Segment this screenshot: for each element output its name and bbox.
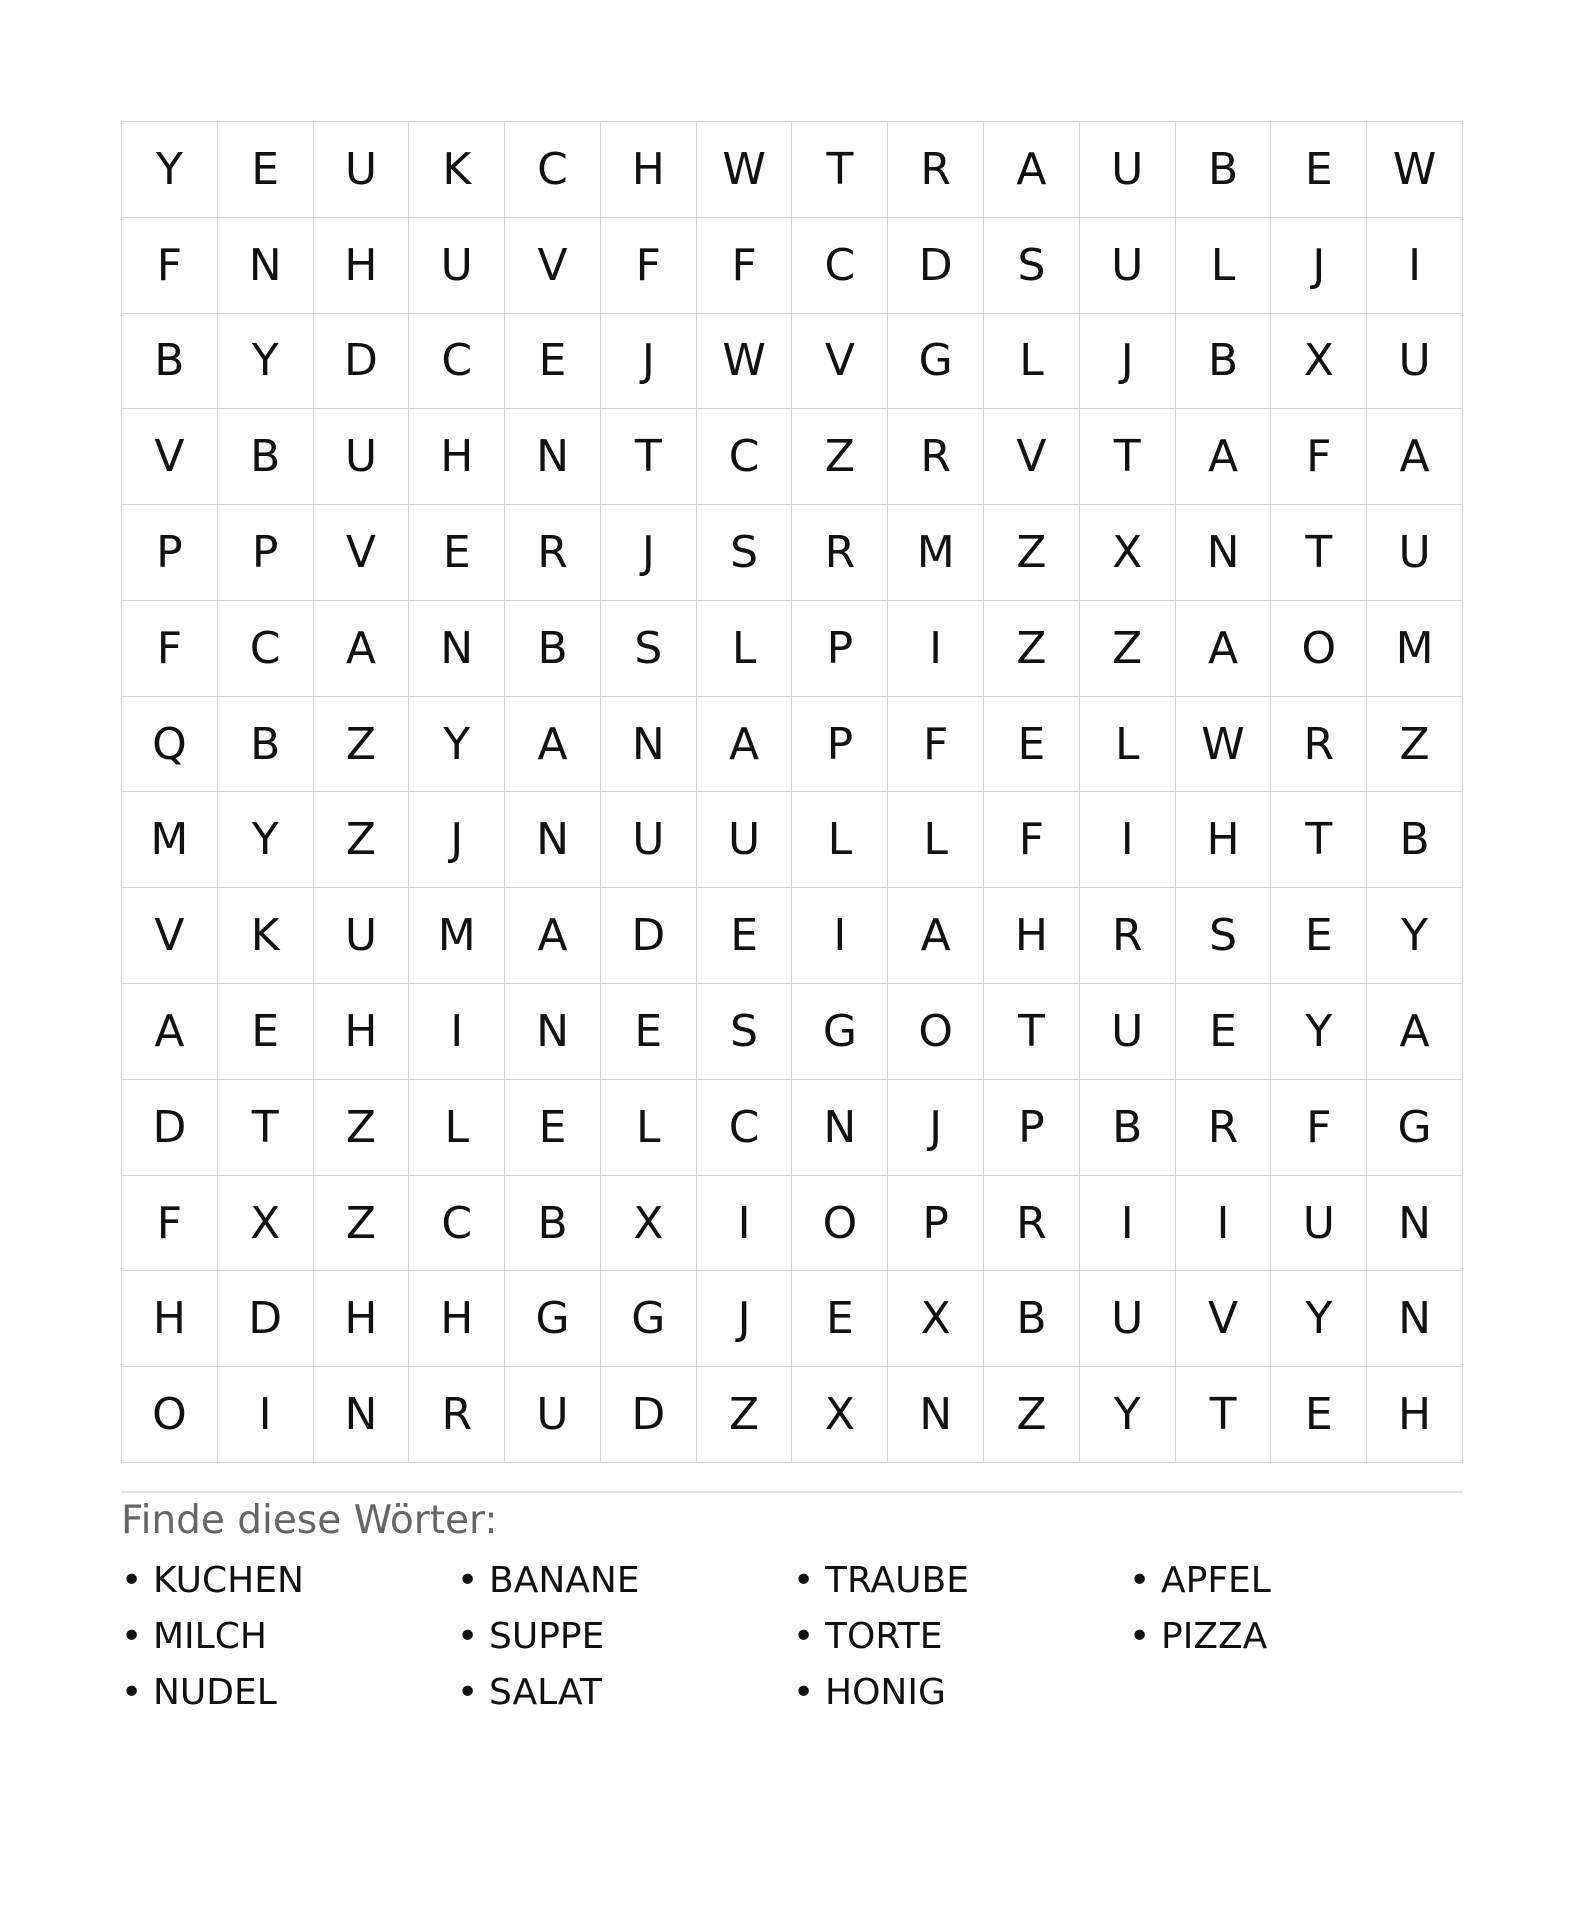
grid-cell[interactable]: L [409,1080,505,1176]
grid-cell[interactable]: B [122,314,218,410]
grid-cell[interactable]: M [122,792,218,888]
grid-cell[interactable]: U [505,1367,601,1463]
grid-cell[interactable]: S [601,601,697,697]
grid-cell[interactable]: F [697,218,793,314]
grid-cell[interactable]: N [505,409,601,505]
grid-cell[interactable]: H [1176,792,1272,888]
bullet-icon: • [1129,1616,1151,1657]
grid-cell[interactable]: E [218,984,314,1080]
grid-cell[interactable]: X [888,1271,984,1367]
grid-cell[interactable]: N [888,1367,984,1463]
word-label: APFEL [1161,1560,1271,1601]
grid-cell[interactable]: B [1367,792,1463,888]
grid-cell[interactable]: E [697,888,793,984]
grid-cell[interactable]: H [409,409,505,505]
grid-cell[interactable]: C [792,218,888,314]
grid-cell[interactable]: I [697,1176,793,1272]
grid-cell[interactable]: P [984,1080,1080,1176]
grid-cell[interactable]: Z [1080,601,1176,697]
grid-cell[interactable]: V [314,505,410,601]
grid-cell[interactable]: I [792,888,888,984]
grid-cell[interactable]: U [601,792,697,888]
grid-cell[interactable]: Z [314,1176,410,1272]
grid-cell[interactable]: M [409,888,505,984]
grid-cell[interactable]: R [1271,697,1367,793]
grid-cell[interactable]: N [505,792,601,888]
word-label: TRAUBE [825,1560,969,1601]
word-label: HONIG [825,1672,946,1713]
grid-cell[interactable]: O [792,1176,888,1272]
grid-cell[interactable]: Q [122,697,218,793]
grid-cell[interactable]: P [792,697,888,793]
grid-cell[interactable]: Z [314,1080,410,1176]
bullet-icon: • [121,1560,143,1601]
grid-cell[interactable]: A [1176,409,1272,505]
grid-cell[interactable]: G [601,1271,697,1367]
grid-cell[interactable]: B [984,1271,1080,1367]
grid-cell[interactable]: I [218,1367,314,1463]
grid-cell[interactable]: A [1367,409,1463,505]
grid-cell[interactable]: E [505,314,601,410]
grid-cell[interactable]: L [984,314,1080,410]
grid-cell[interactable]: V [984,409,1080,505]
grid-cell[interactable]: C [697,409,793,505]
grid-cell[interactable]: F [601,218,697,314]
grid-cell[interactable]: U [1080,122,1176,218]
grid-cell[interactable]: S [697,505,793,601]
grid-cell[interactable]: U [314,409,410,505]
word-list-item [121,1609,457,1665]
grid-cell[interactable]: J [1080,314,1176,410]
bullet-icon: • [121,1616,143,1657]
grid-cell[interactable]: B [218,697,314,793]
grid-cell[interactable]: H [984,888,1080,984]
grid-cell[interactable]: L [697,601,793,697]
grid-cell[interactable]: E [792,1271,888,1367]
word-list-item [793,1609,1129,1665]
grid-cell[interactable]: N [601,697,697,793]
grid-cell[interactable]: X [601,1176,697,1272]
grid-cell[interactable]: V [122,888,218,984]
grid-cell[interactable]: U [1367,314,1463,410]
grid-cell[interactable]: T [1271,792,1367,888]
grid-cell[interactable]: F [1271,409,1367,505]
grid-cell[interactable]: J [888,1080,984,1176]
grid-cell[interactable]: R [1080,888,1176,984]
grid-cell[interactable]: N [1176,505,1272,601]
word-list [121,1553,1463,1721]
word-label: PIZZA [1161,1616,1268,1657]
grid-cell[interactable]: H [1367,1367,1463,1463]
word-label: SALAT [489,1672,602,1713]
grid-cell[interactable]: B [505,1176,601,1272]
grid-cell[interactable]: P [888,1176,984,1272]
grid-cell[interactable]: N [792,1080,888,1176]
bullet-icon: • [121,1672,143,1713]
bullet-icon: • [457,1560,479,1601]
grid-cell[interactable]: S [697,984,793,1080]
bullet-icon: • [793,1616,815,1657]
grid-cell[interactable]: W [1367,122,1463,218]
grid-cell[interactable]: E [984,697,1080,793]
grid-cell[interactable]: U [1080,218,1176,314]
grid-cell[interactable]: F [888,697,984,793]
grid-cell[interactable]: M [888,505,984,601]
word-list-item [457,1665,793,1721]
grid-cell[interactable]: G [505,1271,601,1367]
grid-cell[interactable]: R [409,1367,505,1463]
bullet-icon: • [793,1672,815,1713]
grid-cell[interactable]: R [888,122,984,218]
grid-cell[interactable]: L [792,792,888,888]
word-label: KUCHEN [153,1560,304,1601]
grid-cell[interactable]: N [409,601,505,697]
grid-cell[interactable]: K [218,888,314,984]
divider [121,1491,1463,1493]
grid-cell[interactable]: Y [409,697,505,793]
grid-cell[interactable]: H [122,1271,218,1367]
grid-cell[interactable]: W [1176,697,1272,793]
grid-cell[interactable]: R [792,505,888,601]
grid-cell[interactable]: B [1176,314,1272,410]
grid-cell[interactable]: L [1176,218,1272,314]
grid-cell[interactable]: K [409,122,505,218]
grid-cell[interactable]: C [697,1080,793,1176]
word-label: BANANE [489,1560,640,1601]
grid-cell[interactable]: G [792,984,888,1080]
grid-cell[interactable]: T [601,409,697,505]
grid-cell[interactable]: V [122,409,218,505]
grid-cell[interactable]: A [1367,984,1463,1080]
grid-cell[interactable]: F [984,792,1080,888]
word-label: MILCH [153,1616,267,1657]
grid-cell[interactable]: A [888,888,984,984]
grid-cell[interactable]: X [792,1367,888,1463]
word-list-item [457,1553,793,1609]
bullet-icon: • [1129,1560,1151,1601]
grid-cell[interactable]: C [409,314,505,410]
word-list-item [1129,1609,1465,1665]
grid-cell[interactable]: J [697,1271,793,1367]
grid-cell[interactable]: Y [1271,1271,1367,1367]
grid-cell[interactable]: Z [984,505,1080,601]
grid-cell[interactable]: U [409,218,505,314]
grid-cell[interactable]: W [697,122,793,218]
word-label: NUDEL [153,1672,277,1713]
grid-cell[interactable]: Z [984,601,1080,697]
grid-cell[interactable]: I [409,984,505,1080]
grid-cell[interactable]: X [218,1176,314,1272]
grid-cell[interactable]: C [505,122,601,218]
grid-cell[interactable]: L [888,792,984,888]
grid-cell[interactable]: R [888,409,984,505]
grid-cell[interactable]: C [409,1176,505,1272]
grid-cell[interactable]: T [1176,1367,1272,1463]
grid-cell[interactable]: O [1271,601,1367,697]
grid-cell[interactable]: D [888,218,984,314]
grid-cell[interactable]: N [218,218,314,314]
grid-cell[interactable]: T [1080,409,1176,505]
grid-cell[interactable]: P [122,505,218,601]
word-list-item [1129,1553,1465,1609]
grid-cell[interactable]: A [1176,601,1272,697]
grid-cell[interactable]: N [505,984,601,1080]
grid-cell[interactable]: Z [314,697,410,793]
grid-cell[interactable]: Z [792,409,888,505]
grid-cell[interactable]: U [697,792,793,888]
grid-cell[interactable]: H [314,1271,410,1367]
grid-cell[interactable]: V [1176,1271,1272,1367]
word-list-item [121,1665,457,1721]
word-label: TORTE [825,1616,943,1657]
grid-cell[interactable]: I [1080,792,1176,888]
grid-cell[interactable]: Y [1080,1367,1176,1463]
bullet-icon: • [457,1616,479,1657]
grid-cell[interactable]: E [409,505,505,601]
grid-cell[interactable]: S [984,218,1080,314]
grid-cell[interactable]: T [1271,505,1367,601]
grid-cell[interactable]: D [218,1271,314,1367]
grid-cell[interactable]: E [601,984,697,1080]
grid-cell[interactable]: A [314,601,410,697]
grid-cell[interactable]: U [1080,1271,1176,1367]
grid-cell[interactable]: U [314,888,410,984]
grid-cell[interactable]: X [1271,314,1367,410]
grid-cell[interactable]: A [122,984,218,1080]
grid-cell[interactable]: E [218,122,314,218]
grid-cell[interactable]: S [1176,888,1272,984]
grid-cell[interactable]: H [314,218,410,314]
grid-cell[interactable]: B [1176,122,1272,218]
word-list-item [793,1553,1129,1609]
grid-cell[interactable]: O [122,1367,218,1463]
grid-cell[interactable]: F [122,1176,218,1272]
grid-cell[interactable]: P [218,505,314,601]
grid-cell[interactable]: Y [1271,984,1367,1080]
grid-cell[interactable]: T [792,122,888,218]
grid-cell[interactable]: H [409,1271,505,1367]
grid-cell[interactable]: Z [1367,697,1463,793]
grid-cell[interactable]: U [1367,505,1463,601]
grid-cell[interactable]: G [888,314,984,410]
grid-cell[interactable]: T [984,984,1080,1080]
grid-cell[interactable]: C [218,601,314,697]
grid-cell[interactable]: U [1271,1176,1367,1272]
grid-cell[interactable]: J [601,505,697,601]
grid-cell[interactable]: R [984,1176,1080,1272]
grid-cell[interactable]: I [1176,1176,1272,1272]
grid-cell[interactable]: F [122,218,218,314]
grid-cell[interactable]: N [314,1367,410,1463]
grid-cell[interactable]: J [409,792,505,888]
grid-cell[interactable]: A [697,697,793,793]
grid-cell[interactable]: X [1080,505,1176,601]
bullet-icon: • [457,1672,479,1713]
grid-cell[interactable]: E [1271,122,1367,218]
grid-cell[interactable]: L [1080,697,1176,793]
grid-cell[interactable]: E [1271,888,1367,984]
grid-cell[interactable]: U [314,122,410,218]
grid-cell[interactable]: Y [122,122,218,218]
grid-cell[interactable]: L [601,1080,697,1176]
grid-cell[interactable]: I [888,601,984,697]
grid-cell[interactable]: I [1080,1176,1176,1272]
grid-cell[interactable]: Y [218,792,314,888]
grid-cell[interactable]: D [601,1367,697,1463]
grid-cell[interactable]: E [1271,1367,1367,1463]
grid-cell[interactable]: G [1367,1080,1463,1176]
grid-cell[interactable]: E [1176,984,1272,1080]
grid-cell[interactable]: J [601,314,697,410]
grid-cell[interactable]: V [792,314,888,410]
grid-cell[interactable]: D [314,314,410,410]
grid-cell[interactable]: I [1367,218,1463,314]
grid-cell[interactable]: M [1367,601,1463,697]
grid-cell[interactable]: A [505,697,601,793]
grid-cell[interactable]: N [1367,1271,1463,1367]
grid-cell[interactable]: Z [314,792,410,888]
grid-cell[interactable]: D [122,1080,218,1176]
word-list-heading: Finde diese Wörter: [121,1498,498,1543]
grid-cell[interactable]: T [218,1080,314,1176]
grid-cell[interactable]: A [505,888,601,984]
grid-cell[interactable]: W [697,314,793,410]
grid-cell[interactable]: B [1080,1080,1176,1176]
grid-cell[interactable]: A [984,122,1080,218]
grid-cell[interactable]: O [888,984,984,1080]
grid-cell[interactable]: F [122,601,218,697]
grid-cell[interactable]: Y [218,314,314,410]
grid-cell[interactable]: J [1271,218,1367,314]
grid-cell[interactable]: H [314,984,410,1080]
grid-cell[interactable]: E [505,1080,601,1176]
grid-cell[interactable]: B [505,601,601,697]
grid-cell[interactable]: F [1271,1080,1367,1176]
word-label: SUPPE [489,1616,605,1657]
grid-cell[interactable]: D [601,888,697,984]
letter-grid [121,121,1463,1463]
word-list-item [457,1609,793,1665]
bullet-icon: • [793,1560,815,1601]
word-list-item [121,1553,457,1609]
grid-cell[interactable]: B [218,409,314,505]
grid-cell[interactable]: V [505,218,601,314]
word-list-item [793,1665,1129,1721]
grid-cell[interactable]: Y [1367,888,1463,984]
grid-cell[interactable]: U [1080,984,1176,1080]
grid-cell[interactable]: R [1176,1080,1272,1176]
grid-cell[interactable]: H [601,122,697,218]
grid-cell[interactable]: R [505,505,601,601]
grid-cell[interactable]: Z [984,1367,1080,1463]
grid-cell[interactable]: N [1367,1176,1463,1272]
grid-cell[interactable]: P [792,601,888,697]
grid-cell[interactable]: Z [697,1367,793,1463]
